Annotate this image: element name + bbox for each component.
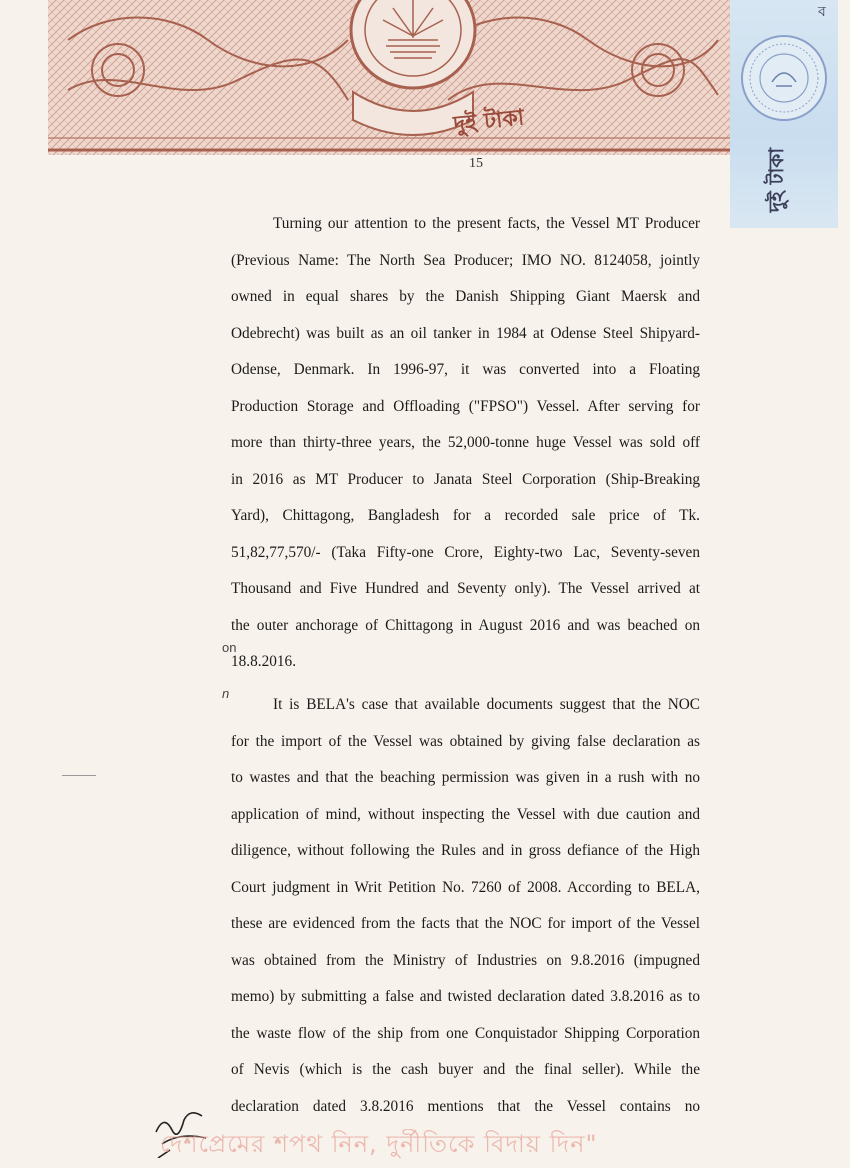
text-line: declaration dated 3.8.2016 mentions that the Vessel contains no: [231, 1097, 700, 1115]
strip-denomination: দুই টাকা: [764, 147, 788, 213]
footer-slogan: দেশপ্রেমের শপথ নিন, দুর্নীতিকে বিদায় দিন": [160, 1130, 598, 1158]
text-line: Thousand and Five Hundred and Seventy only). The Vessel arrived at: [231, 580, 700, 597]
text-line: in 2016 as MT Producer to Janata Steel Corporation (Ship-Breaking: [231, 470, 700, 488]
text-line: owned in equal shares by the Danish Shipping Giant Maersk and: [231, 288, 700, 305]
seal-icon: [734, 20, 834, 130]
stamp-paper-header: [48, 0, 730, 160]
text-line: Odense, Denmark. In 1996-97, it was converted into a Floating: [231, 361, 700, 378]
text-line: was obtained from the Ministry of Industries on 9.8.2016 (impugned: [231, 951, 700, 969]
text-line: for the import of the Vessel was obtained by giving false declaration as: [231, 732, 700, 750]
text-line: the outer anchorage of Chittagong in August 2016 and was beached on: [231, 616, 700, 634]
margin-rule: [62, 775, 96, 776]
revenue-stamp-strip: [730, 0, 838, 228]
page-number: 15: [469, 156, 483, 171]
text-line: Turning our attention to the present facts, the Vessel MT Producer: [273, 215, 700, 232]
text-line: memo) by submitting a false and twisted declaration dated 3.8.2016 as to: [231, 988, 700, 1005]
text-line: application of mind, without inspecting the Vessel with due caution and: [231, 805, 700, 823]
text-line: of Nevis (which is the cash buyer and the final seller). While the: [231, 1061, 700, 1078]
text-line: Odebrecht) was built as an oil tanker in 1984 at Odense Steel Shipyard-: [231, 324, 700, 342]
text-line: (Previous Name: The North Sea Producer; IMO NO. 8124058, jointly: [231, 251, 700, 269]
paragraph-bela-case: [231, 687, 700, 1125]
paragraph-facts: [231, 206, 700, 681]
stamp-ornament-icon: [48, 0, 730, 160]
text-line: 18.8.2016.: [231, 653, 297, 670]
margin-mark: on: [222, 640, 237, 655]
text-line: Yard), Chittagong, Bangladesh for a recorded sale price of Tk.: [231, 507, 700, 524]
text-line: 51,82,77,570/- (Taka Fifty-one Crore, Eighty-two Lac, Seventy-seven: [231, 543, 700, 561]
margin-mark: n: [222, 686, 230, 701]
text-line: these are evidenced from the facts that the NOC for import of the Vessel: [231, 915, 700, 932]
text-line: to wastes and that the beaching permission was given in a rush with no: [231, 769, 700, 786]
stamp-denomination: দুই টাকা: [452, 105, 526, 138]
text-line: Production Storage and Offloading ("FPSO") Vessel. After serving for: [231, 397, 700, 415]
text-line: the waste flow of the ship from one Conquistador Shipping Corporation: [231, 1024, 700, 1042]
text-line: Court judgment in Writ Petition No. 7260 of 2008. According to BELA,: [231, 878, 700, 896]
text-line: more than thirty-three years, the 52,000-tonne huge Vessel was sold off: [231, 434, 700, 451]
text-line: It is BELA's case that available documents suggest that the NOC: [273, 696, 700, 713]
strip-corner-text: ব: [818, 4, 826, 20]
text-line: diligence, without following the Rules and in gross defiance of the High: [231, 842, 700, 859]
